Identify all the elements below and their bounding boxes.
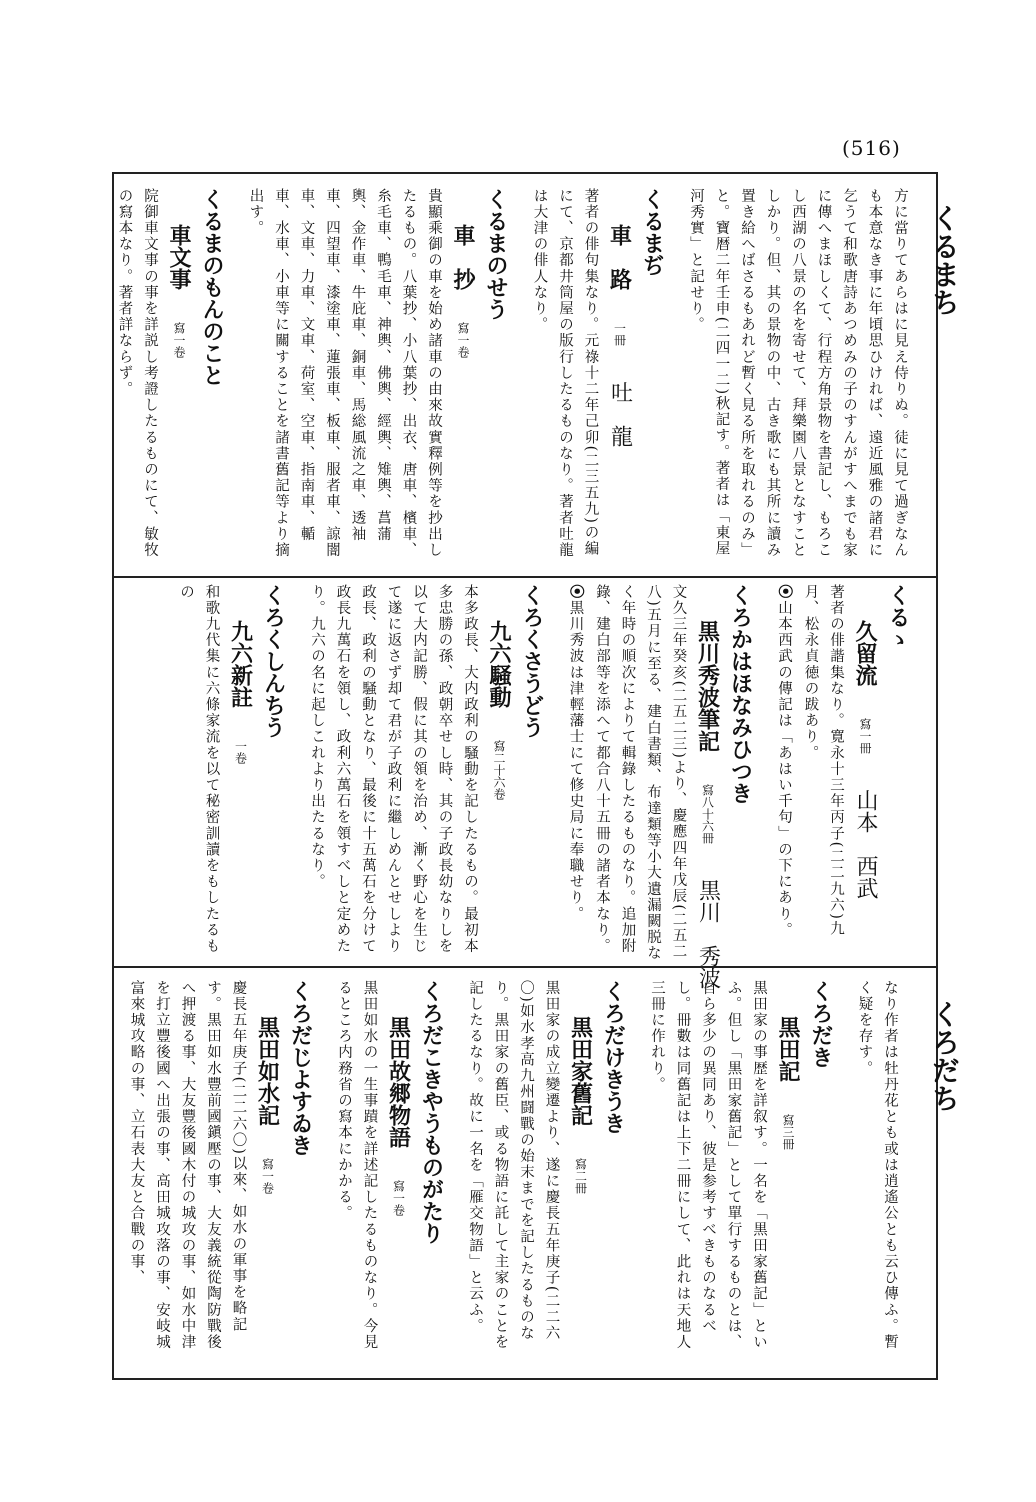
bottom-band <box>122 980 902 1364</box>
entry-meta: 寫二冊 <box>573 1157 588 1194</box>
note-text: 山本西武の傳記は「あはい千句」の下にあり。 <box>776 600 792 939</box>
entry <box>644 980 836 1364</box>
entry-meta: 寫一卷 <box>172 321 186 358</box>
top-band <box>116 188 912 584</box>
entry-heading: くるまぢ <box>639 188 665 276</box>
entry-title-line <box>251 980 285 1364</box>
entry <box>462 980 628 1364</box>
header-bottom: くろだち <box>928 1000 961 1112</box>
entry <box>173 584 288 968</box>
entry-meta: 寫一卷 <box>456 321 470 358</box>
continuation-text <box>851 980 902 1364</box>
reference-mark-icon: ⦿ <box>567 584 585 601</box>
entry-heading: くろだじよすゐき <box>287 980 313 1156</box>
continuation-text <box>683 188 913 584</box>
entry-title: 黒田如水記 <box>254 1016 281 1126</box>
entry <box>123 980 315 1364</box>
entry-heading: くろだけきうき <box>600 980 626 1134</box>
entry-body: 貴顯乘御の車を始め諸車の由來故實釋例等を抄出したるもの。八葉抄、小八葉抄、出衣、唐車、檳車、糸毛車、鴨毛車、神輿、佛輿、經輿、雉輿、菖蒲輿、金作車、牛庇車、銅車、馬総風流之車、透袖車、四望車、漆塗車、蓮張車、板車、服者車、諒闇車、文車、力車、文車、荷室、空車、指南車、輴車、水車、小車等に關することを諸書舊記等より摘出す。 <box>247 188 442 559</box>
entry-title-line <box>771 980 805 1364</box>
entry-note <box>771 584 798 964</box>
entry-title: 車 路 <box>606 224 633 290</box>
entry-body: 著者の俳句集なり。元祿十二年己卯(二三五九)の編にて、京都井筒屋の版行したるものなり。著者吐龍は大津の俳人なり。 <box>531 188 599 559</box>
entry-title: 黒田故郷物語 <box>385 1016 412 1148</box>
entry-title-line <box>848 584 882 968</box>
entry-heading: くろくさうどう <box>519 584 544 738</box>
entry-heading: くろかはほなみひつき <box>727 584 753 804</box>
entry-title-line <box>603 188 637 584</box>
entry-author: 黒川 秀波 <box>695 879 721 990</box>
entry-title-line <box>564 980 598 1364</box>
entry-title: 黒田記 <box>775 1016 801 1082</box>
entry <box>111 188 226 584</box>
entry-heading: くるまのもんのこと <box>199 188 224 386</box>
entry-author: 山本 西武 <box>853 789 878 900</box>
entry-body: 和歌九代集に六條家流を以て秘密訓讀をもしたるもの <box>178 584 220 955</box>
entry-meta: 寫八十六冊 <box>700 783 715 844</box>
entry-meta: 寫一冊 <box>858 717 872 754</box>
entry-heading: くるゝ <box>885 584 910 650</box>
entry <box>331 980 446 1364</box>
entry-title: 車文事 <box>166 224 192 290</box>
entry-body: 本多政長、大内政利の騒動を記したるもの。最初本多忠勝の孫、政朝卒せし時、其の子政長幼なりしを以て大内記勝、假に其の領を治め、漸く野心を生じて遂に返さず却て君が子政利に繼しめんとせしより政長、政利の騒動となり、最後に十五萬石を分けて政長九萬石を領し、政利六萬石を領すべしと定めたり。九六の名に起しこれより出たるなり。 <box>309 584 478 955</box>
entry-meta: 寫二十六卷 <box>492 739 506 800</box>
entry <box>526 188 667 584</box>
entry-meta: 寫一卷 <box>260 1157 275 1194</box>
entry-body: 文久三年癸亥(二五二三)より、慶應四年戊辰(二五二八)五月に至る、建白書類、布達類等小大遺漏闕脱なく年時の順次によりて輯錄したるものなり。追加附錄、建白部等を添へて都合八十五冊の諸者本なり。 <box>594 584 687 962</box>
entry <box>562 584 755 990</box>
entry-heading: くろだき <box>808 980 833 1068</box>
entry-author: 吐 龍 <box>607 381 633 448</box>
note-text: 黒川秀波は津輕藩士にて修史局に奉職せり。 <box>567 600 584 923</box>
entry-title: 黒田家舊記 <box>567 1016 594 1126</box>
entry-title-line <box>162 188 196 584</box>
entry-title: 久留流 <box>852 620 878 686</box>
entry-meta: 寫三冊 <box>781 1113 795 1150</box>
entry-title-line <box>446 188 480 584</box>
entry-title-line <box>382 980 416 1364</box>
entry-title-line <box>482 584 516 968</box>
entry-meta: 寫一卷 <box>391 1179 406 1216</box>
entry <box>771 584 913 968</box>
entry-meta: 一冊 <box>612 321 627 346</box>
entry-body: 方に當りてあらはに見え侍りぬ。徒に見て過ぎなんも本意なき事に年頃思ひければ、遠近風雅の諸君に乞うて和歌唐詩あつめみの子のすんがすへまでも家に傳へまほしくて、行程方角景物を書記し、もろこし西湖の八景の名を寄せて、拜樂園八景となすことしかり。但、其の景物の中、古き歌にも其所に讀み置き給へばさるもあれど暫く見る所を取れるのみ」と。寶暦二年壬申(二四一二)秋記す。著者は「東屋河秀實」と記せり。 <box>688 188 908 559</box>
entry-title-line <box>691 584 725 990</box>
entry-body: 院御車文事の事を詳説し考證したるものにて、敏牧の寫本なり。著者詳ならず。 <box>116 188 158 559</box>
entry-body: 黒田家の成立變遷より、遂に慶長五年庚子(二二六〇)如水孝高九州闘戰の始末までを記したるものなり。黒田家の舊臣、或る物語に託して主家のことを記したるなり。故に一名を「雁交物語」と云ふ。 <box>467 980 560 1351</box>
entry-body: 著者の俳諧集なり。寛永十三年丙子(二二九六)九月、松永貞徳の跋あり。 <box>802 584 844 937</box>
entry-body: なり作者は牡丹花とも或は逍遙公とも云ひ傳ふ。暫く疑を存す。 <box>856 980 898 1351</box>
entry <box>242 188 510 584</box>
entry-body: 慶長五年庚子(二二六〇)以來、如水の軍事を略記す。黒田如水豐前國鎭壓の事、大友義統從陶防戰後へ押渡る事、大友豐後國木付の城攻の事、如水中津を打立豐後國へ出張の事、高田城攻落の事、安岐城富來城攻略の事、立石表大友と合戰の事、 <box>128 980 247 1351</box>
entry-body: 黒田如水の一生事蹟を詳述記したるものなり。今見るところ内務省の寫本にかかる。 <box>336 980 378 1351</box>
entry-body: 黒田家の事歴を詳叙す。一名を「黒田家舊記」といふ。但し「黒田家舊記」として單行するものとは、自ら多少の異同あり、彼是参考すべきものなるべし。冊數は同舊記は上下二冊にして、此れは天地人三冊に作れり。 <box>649 980 767 1351</box>
header-top: くるまち <box>928 204 961 316</box>
entry-note <box>562 584 589 964</box>
entry-heading: くるまのせう <box>483 188 508 320</box>
entry-heading: くろだこきやうものがたり <box>418 980 444 1244</box>
entry-title: 黒川秀波筆記 <box>694 620 721 752</box>
entry-title-line <box>224 584 258 968</box>
entry-heading: くろくしんちう <box>260 584 286 738</box>
entry-meta: 一卷 <box>233 739 248 764</box>
middle-band <box>122 584 912 990</box>
reference-mark-icon: ⦿ <box>776 584 793 601</box>
entry-title: 車 抄 <box>450 224 476 290</box>
page-number: (516) <box>842 136 901 160</box>
entry-title: 九六騒動 <box>486 620 512 708</box>
entry-title: 九六新註 <box>227 620 254 708</box>
entry <box>304 584 547 968</box>
